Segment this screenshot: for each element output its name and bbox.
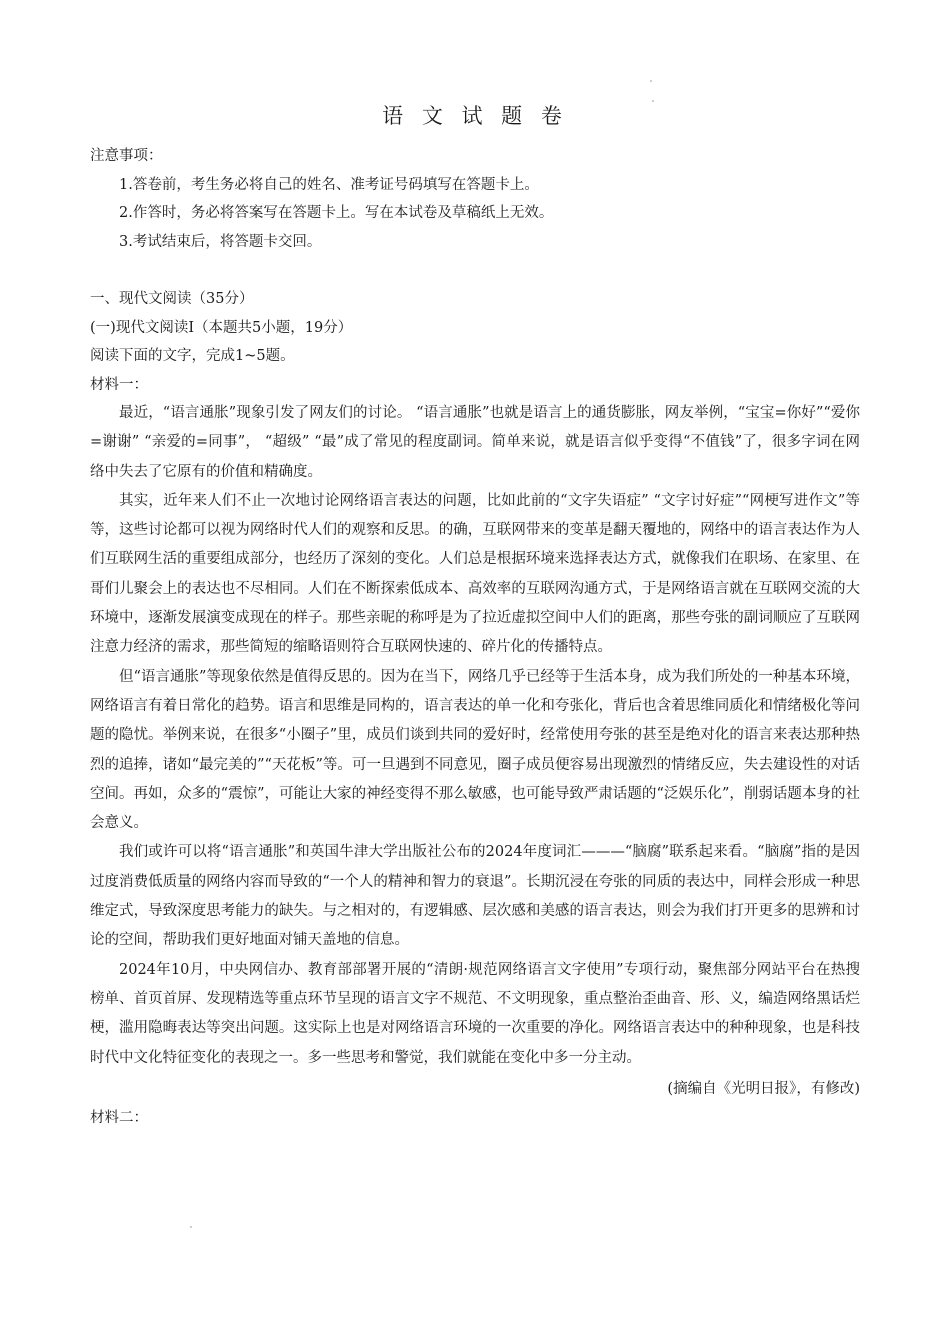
section-subheading: (一)现代文阅读Ⅰ（本题共5小题，19分）: [90, 319, 353, 336]
material-paragraph: 最近，“语言通胀”现象引发了网友们的讨论。 “语言通胀”也就是语言上的通货膨胀，网友举例，“宝宝=你好”“爱你=谢谢” “亲爱的=同事”， “超级” “最”成了常见的程度副词。简单来说，就是语言似乎变得“不值钱”了，很多字词在网络中失去了它原有的价值和精确度。: [90, 405, 860, 480]
notes-item: 3.考试结束后，将答题卡交回。: [119, 233, 322, 250]
page-title: 语 文 试 题 卷: [382, 104, 568, 128]
source-citation: (摘编自《光明日报》，有修改): [667, 1080, 860, 1097]
material-label: 材料二：: [90, 1109, 148, 1126]
material-one: [90, 371, 860, 1104]
notes-block: [90, 142, 860, 256]
material-paragraph: 我们或许可以将“语言通胀”和英国牛津大学出版社公布的2024年度词汇———“脑腐”联系起来看。“脑腐”指的是因过度消费低质量的网络内容而导致的“一个人的精神和智力的衰退”。长期沉浸在夸张的同质的表达中，同样会形成一种思维定式，导致深度思考能力的缺失。与之相对的，有逻辑感、层次感和美感的语言表达，则会为我们打开更多的思辨和讨论的空间，帮助我们更好地面对铺天盖地的信息。: [90, 844, 860, 949]
material-paragraph: 其实，近年来人们不止一次地讨论网络语言表达的问题，比如此前的“文字失语症” “文字讨好症”“网梗写进作文”等等，这些讨论都可以视为网络时代人们的观察和反思。的确，互联网带来的变革是翻天覆地的，网络中的语言表达作为人们互联网生活的重要组成部分，也经历了深刻的变化。人们总是根据环境来选择表达方式，就像我们在职场、在家里、在哥们儿聚会上的表达也不尽相同。人们在不断探索低成本、高效率的互联网沟通方式，于是网络语言就在互联网交流的大环境中，逐渐发展演变成现在的样子。那些亲昵的称呼是为了拉近虚拟空间中人们的距离，那些夸张的副词顺应了互联网注意力经济的需求，那些简短的缩略语则符合互联网快速的、碎片化的传播特点。: [90, 492, 860, 656]
material-label: 材料一：: [90, 376, 148, 393]
scan-speck: [190, 1226, 192, 1228]
notes-item: 1.答卷前，考生务必将自己的姓名、准考证号码填写在答题卡上。: [119, 176, 539, 193]
scan-speck: [650, 80, 652, 82]
notes-heading: 注意事项：: [90, 148, 163, 164]
exam-page: [90, 100, 860, 1132]
material-two: [90, 1104, 860, 1133]
material-paragraph: 但“语言通胀”等现象依然是值得反思的。因为在当下，网络几乎已经等于生活本身，成为我们所处的一种基本环境，网络语言有着日常化的趋势。语言和思维是同构的，语言表达的单一化和夸张化，背后也含着思维同质化和情绪极化等问题的隐忧。举例来说，在很多“小圈子”里，成员们谈到共同的爱好时，经常使用夸张的甚至是绝对化的语言来表达那种热烈的追捧，诸如“最完美的”“天花板”等。可一旦遇到不同意见，圈子成员便容易出现激烈的情绪反应，失去建设性的对话空间。再如，众多的“震惊”，可能让大家的神经变得不那么敏感，也可能导致严肃话题的“泛娱乐化”，削弱话题本身的社会意义。: [90, 668, 860, 832]
section-header: [90, 285, 860, 371]
material-paragraph: 2024年10月，中央网信办、教育部部署开展的“清朗·规范网络语言文字使用”专项行动，聚焦部分网站平台在热搜榜单、首页首屏、发现精选等重点环节呈现的语言文字不规范、不文明现象，重点整治歪曲音、形、义，编造网络黑话烂梗，滥用隐晦表达等突出问题。这实际上也是对网络语言环境的一次重要的净化。网络语言表达中的种种现象，也是科技时代中文化特征变化的表现之一。多一些思考和警觉，我们就能在变化中多一分主动。: [90, 961, 860, 1066]
spacer: [90, 256, 860, 285]
section-instruction: 阅读下面的文字，完成1~5题。: [90, 348, 295, 364]
section-heading: 一、现代文阅读（35分）: [90, 291, 254, 307]
notes-item: 2.作答时，务必将答案写在答题卡上。写在本试卷及草稿纸上无效。: [119, 205, 554, 221]
